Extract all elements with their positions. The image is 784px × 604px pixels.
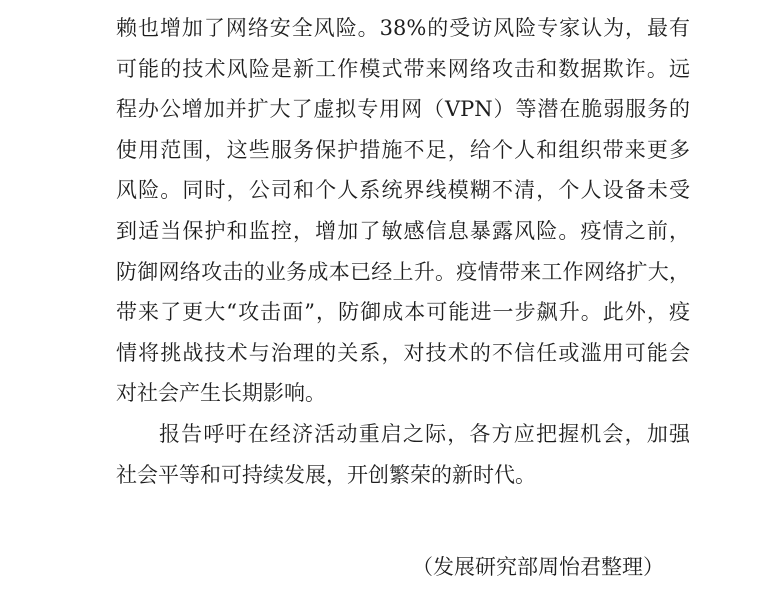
text-line paragraph-end: 社会平等和可持续发展，开创繁荣的新时代。: [116, 462, 536, 487]
text-line: 防御网络攻击的业务成本已经上升。疫情带来工作网络扩大，: [116, 259, 690, 284]
text-line paragraph-end: 对社会产生长期影响。: [116, 381, 326, 406]
text-line: 到适当保护和监控，增加了敏感信息暴露风险。疫情之前，: [116, 218, 690, 243]
text-line: 情将挑战技术与治理的关系，对技术的不信任或滥用可能会: [116, 340, 690, 365]
body-text-block: [116, 8, 690, 588]
text-line paragraph-start: 报告呼吁在经济活动重启之际，各方应把握机会，加强: [159, 421, 690, 446]
text-line: 可能的技术风险是新工作模式带来网络攻击和数据欺诈。远: [116, 56, 690, 81]
text-line: 赖也增加了网络安全风险。38%的受访风险专家认为，最有: [116, 16, 690, 40]
text-line: 带来了更大“攻击面”，防御成本可能进一步飙升。此外，疫: [116, 300, 690, 325]
text-line: 使用范围，这些服务保护措施不足，给个人和组织带来更多: [116, 137, 690, 162]
text-line: 程办公增加并扩大了虚拟专用网（VPN）等潜在脆弱服务的: [116, 97, 690, 122]
attribution-line: （发展研究部周怡君整理）: [412, 555, 664, 580]
text-line: 风险。同时，公司和个人系统界线模糊不清，个人设备未受: [116, 178, 690, 203]
